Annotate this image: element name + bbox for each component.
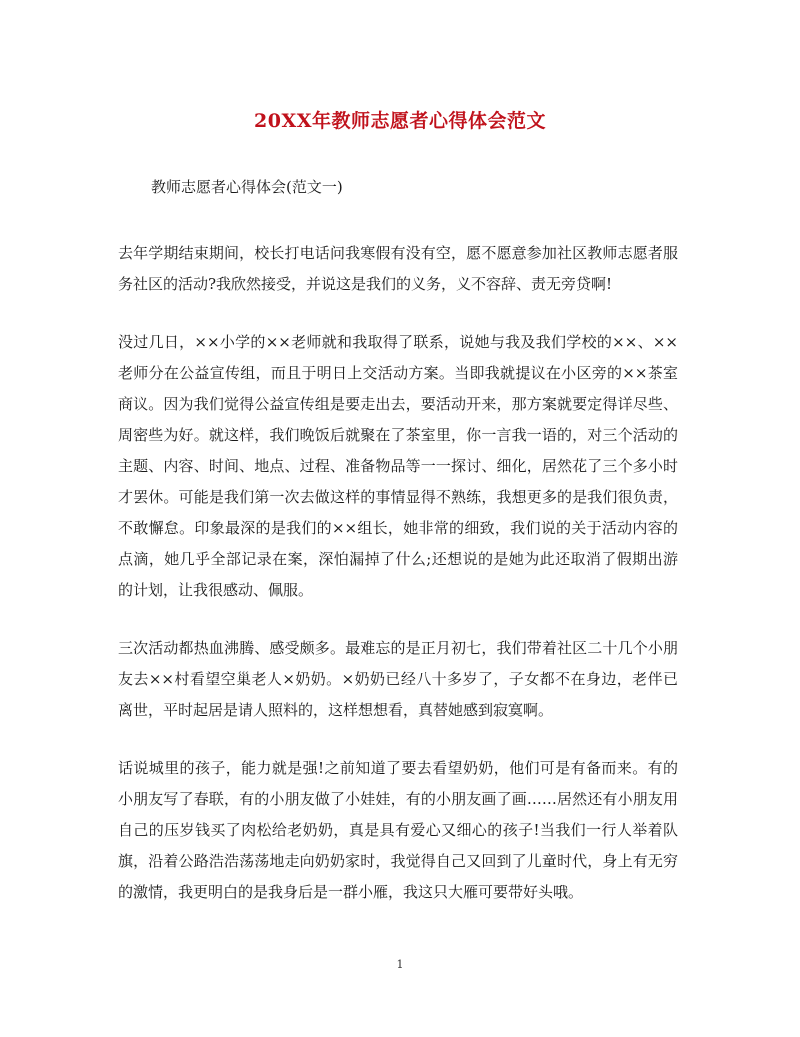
- document-title: 20XX年教师志愿者心得体会范文: [254, 110, 546, 132]
- paragraph: 话说城里的孩子，能力就是强!之前知道了要去看望奶奶，他们可是有备而来。有的小朋友写了春联，有的小朋友做了小娃娃，有的小朋友画了画……居然还有小朋友用自己的压岁钱买了肉松给老奶奶，真是具有爱心又细心的孩子!当我们一行人举着队旗，沿着公路浩浩荡荡地走向奶奶家时，我觉得自己又回到了儿童时代，身上有无穷的激情，我更明白的是我身后是一群小雁，我这只大雁可要带好头哦。: [118, 759, 678, 901]
- paragraph: 去年学期结束期间，校长打电话问我寒假有没有空，愿不愿意参加社区教师志愿者服务社区的活动?我欣然接受，并说这是我们的义务，义不容辞、责无旁贷啊!: [118, 244, 678, 293]
- page-number: 1: [396, 958, 404, 971]
- document-body: [118, 238, 678, 935]
- document-subtitle: 教师志愿者心得体会(范文一): [151, 178, 343, 196]
- paragraph: 没过几日，××小学的××老师就和我取得了联系，说她与我及我们学校的××、××老师分在公益宣传组，而且于明日上交活动方案。当即我就提议在小区旁的××茶室商议。因为我们觉得公益宣传组是要走出去，要活动开来，那方案就要定得详尽些、周密些为好。就这样，我们晚饭后就聚在了茶室里，你一言我一语的，对三个活动的主题、内容、时间、地点、过程、准备物品等一一探讨、细化，居然花了三个多小时才罢休。可能是我们第一次去做这样的事情显得不熟练，我想更多的是我们很负责，不敢懈怠。印象最深的是我们的××组长，她非常的细致，我们说的关于活动内容的点滴，她几乎全部记录在案，深怕漏掉了什么;还想说的是她为此还取消了假期出游的计划，让我很感动、佩服。: [118, 333, 678, 599]
- paragraph: 三次活动都热血沸腾、感受颇多。最难忘的是正月初七，我们带着社区二十几个小朋友去××村看望空巢老人×奶奶。×奶奶已经八十多岁了，子女都不在身边，老伴已离世，平时起居是请人照料的，这样想想看，真替她感到寂寞啊。: [118, 639, 678, 719]
